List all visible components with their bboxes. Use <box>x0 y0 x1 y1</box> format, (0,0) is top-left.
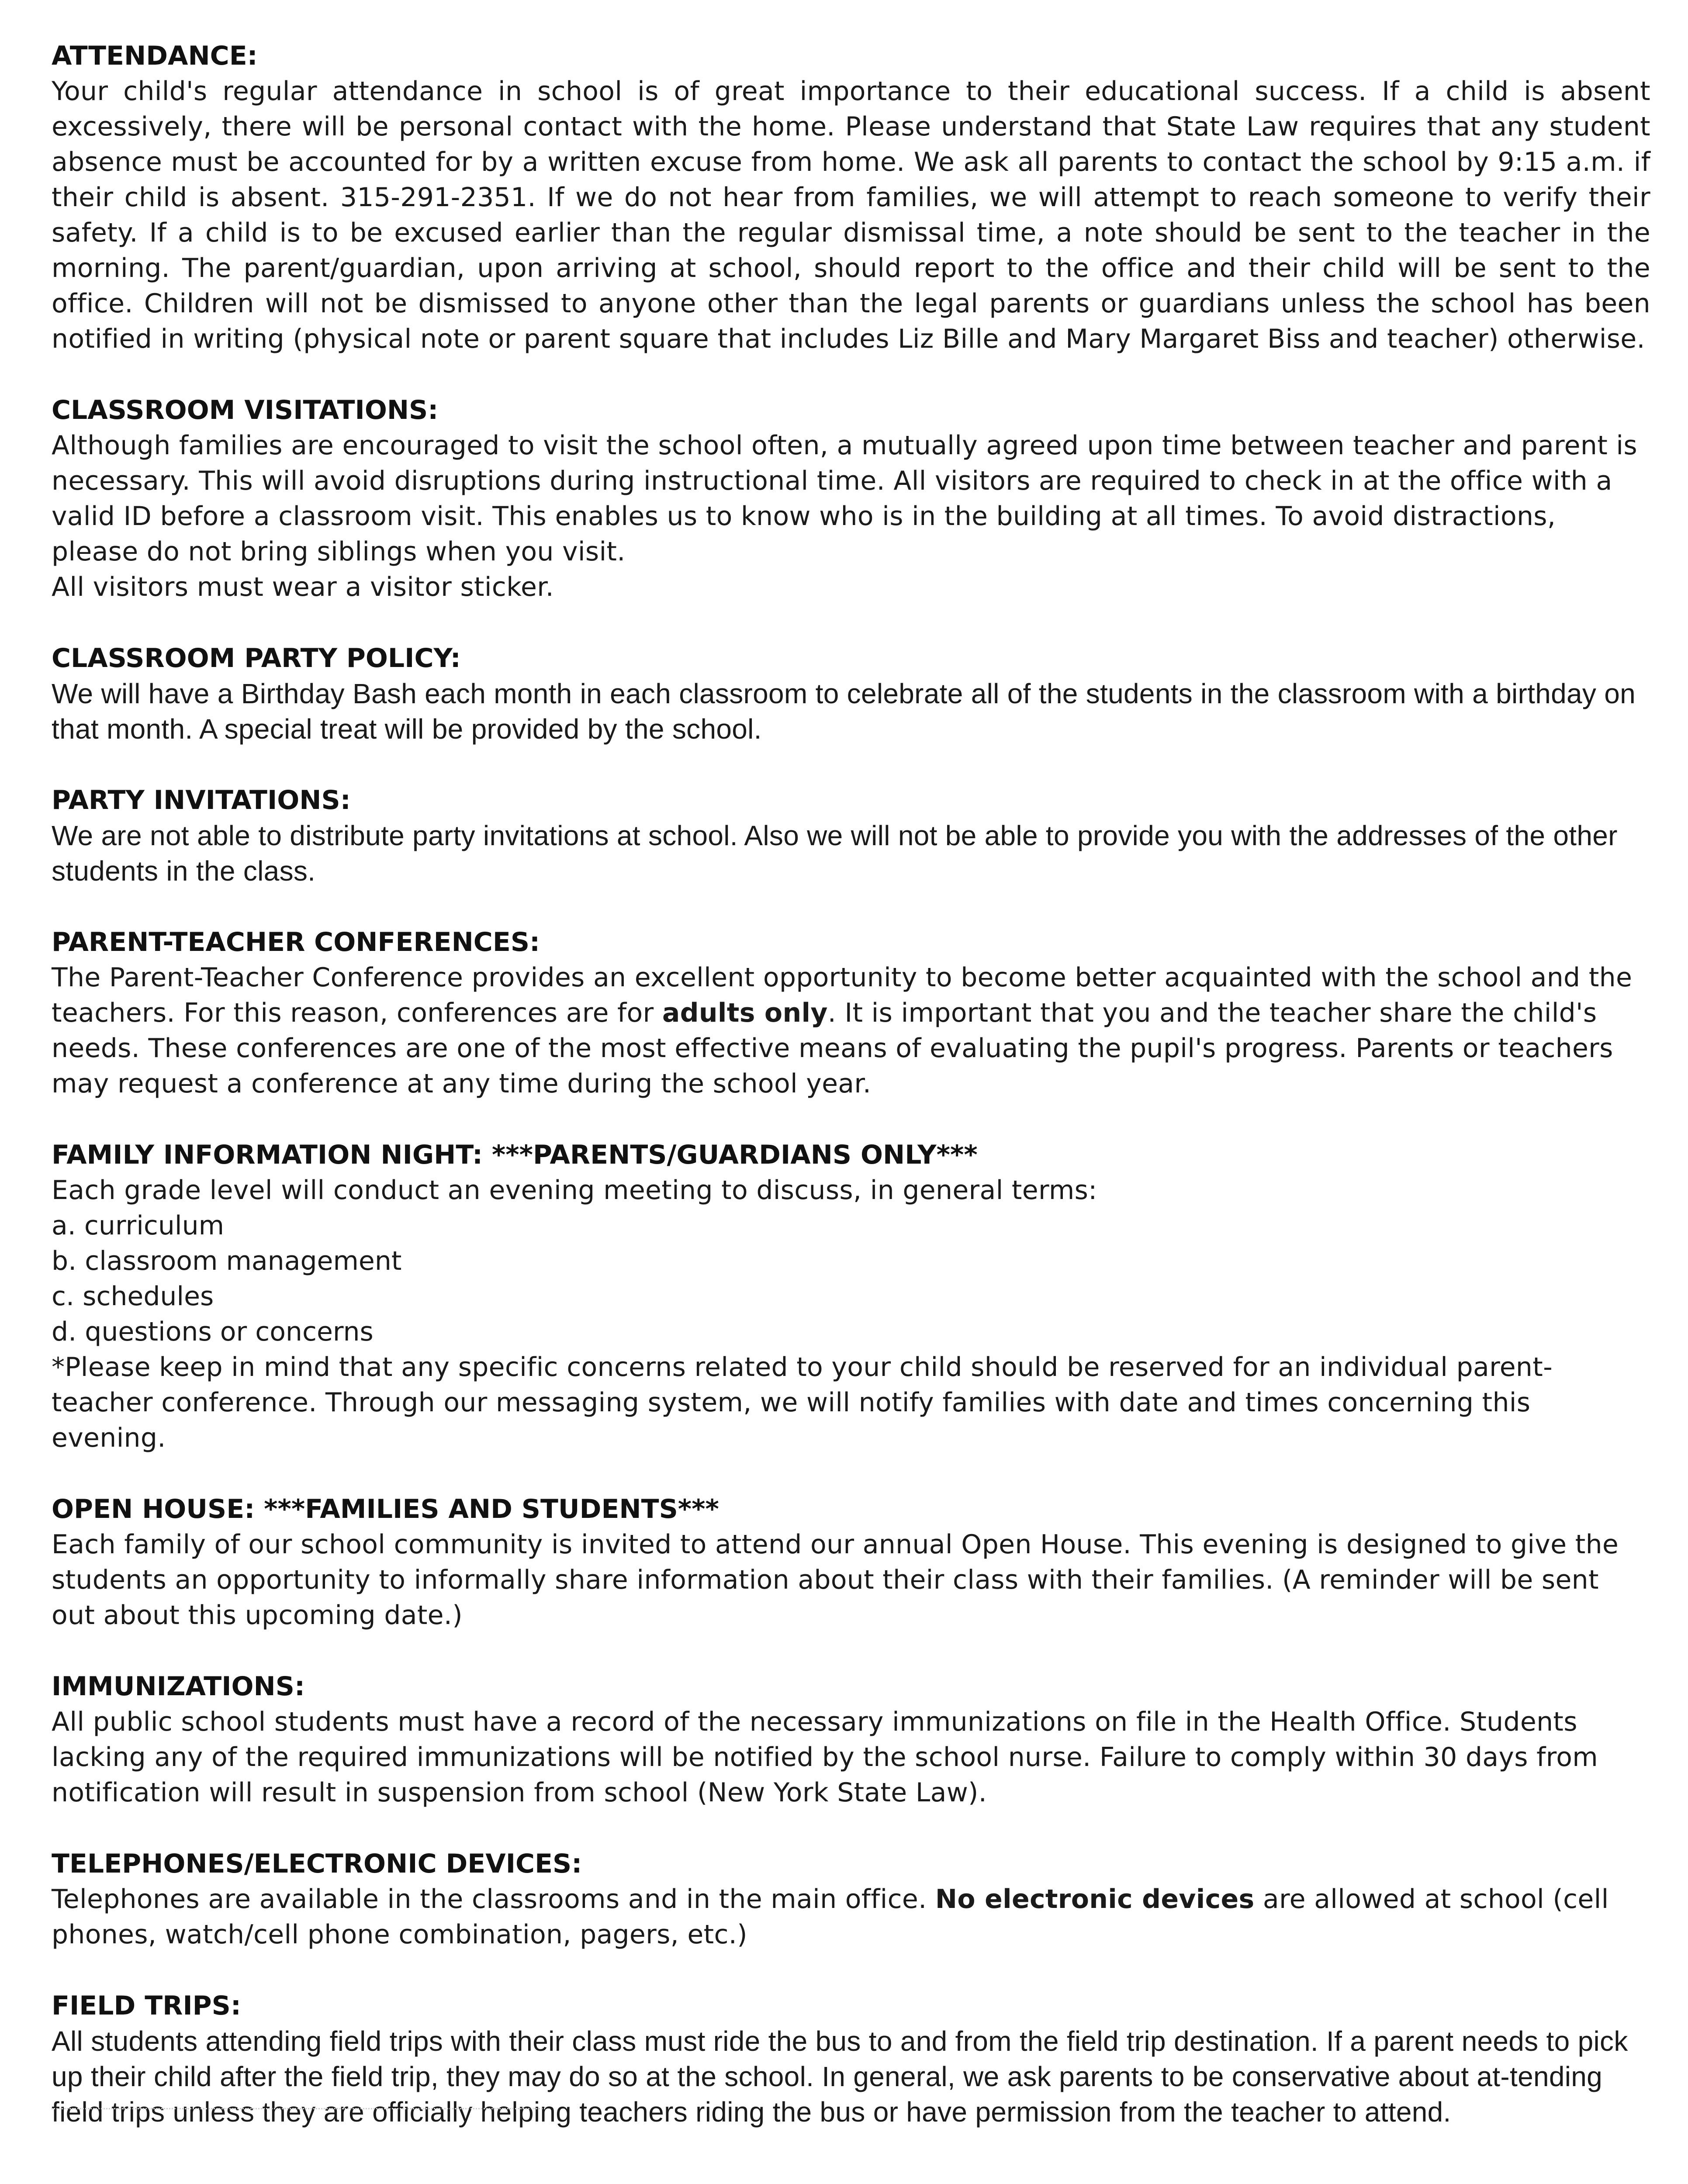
party-invitations-section <box>52 783 1650 889</box>
conferences-body-end: . It is important that you and the teacher share the child's needs. These conferences are one of the most effective means of evaluating the pupil's progress. Parents or teachers may request a conference at any time during the school year. <box>52 998 1613 1099</box>
party-policy-section <box>52 641 1650 747</box>
open-house-section <box>52 1492 1650 1633</box>
no-electronic-devices-emphasis: No electronic devices <box>935 1884 1255 1914</box>
devices-heading: TELEPHONES/ELECTRONIC DEVICES: <box>52 1849 582 1879</box>
field-trips-heading: FIELD TRIPS: <box>52 1990 241 2021</box>
immunizations-body: All public school students must have a record of the necessary immunizations on file in the Health Office. Students lacking any of the required immunizations will be notified by the school nurse. Failure to comply within 30 days from notification will result in suspension from school (New York State Law). <box>52 1707 1598 1808</box>
adults-only-emphasis: adults only <box>662 998 828 1028</box>
party-policy-heading: CLASSROOM PARTY POLICY: <box>52 643 461 674</box>
classroom-visitations-heading: CLASSROOM VISITATIONS: <box>52 395 439 425</box>
conferences-heading: PARENT-TEACHER CONFERENCES: <box>52 927 540 957</box>
conferences-body-start: The Parent-Teacher Conference provides an excellent opportunity to become better acquainted with the school and the teachers. For this reason, conferences are for <box>52 962 1633 1028</box>
attendance-heading: ATTENDANCE: <box>52 41 258 71</box>
immunizations-heading: IMMUNIZATIONS: <box>52 1671 305 1702</box>
family-night-note: *Please keep in mind that any specific concerns related to your child should be reserved for an individual parent-teacher conference. Through our messaging system, we will notify families with date and times concerning this evening. <box>52 1352 1553 1453</box>
classroom-visitations-body: Although families are encouraged to visit the school often, a mutually agreed upon time between teacher and parent is necessary. This will avoid disruptions during instructional time. All visitors are required to check in at the office with a valid ID before a classroom visit. This enables us to know who is in the building at all times. To avoid distractions, please do not bring siblings when you visit. <box>52 430 1637 567</box>
attendance-body: Your child's regular attendance in school is of great importance to their educational success. If a child is absent excessively, there will be personal contact with the home. Please understand that State Law requires that any student absence must be accounted for by a written excuse from home. We ask all parents to contact the school by 9:15 a.m. if their child is absent. 315-291-2351. If we do not hear from families, we will attempt to reach someone to verify their safety. If a child is to be excused earlier than the regular dismissal time, a note should be sent to the teacher in the morning. The parent/guardian, upon arriving at school, should report to the office and their child will be sent to the office. Children will not be dismissed to anyone other than the legal parents or guardians unless the school has been notified in writing (physical note or parent square that includes Liz Bille and Mary Margaret Biss and teacher) otherwise. <box>52 76 1650 354</box>
open-house-body: Each family of our school community is invited to attend our annual Open House. This evening is designed to give the students an opportunity to informally share information about their class with their families. (A reminder will be sent out about this upcoming date.) <box>52 1529 1619 1631</box>
devices-body-end: are allowed at school (cell phones, watch/cell phone combination, pagers, etc.) <box>52 1884 1609 1950</box>
party-invitations-heading: PARTY INVITATIONS: <box>52 785 351 816</box>
devices-body <box>52 1882 1650 1952</box>
field-trips-body: All students attending field trips with their class must ride the bus to and from the field trip destination. If a parent needs to pick up their child after the field trip, they may do so at the school. In general, we ask parents to be conservative about at-tending field trips unless they are officially helping teachers riding the bus or have permission from the teacher to attend. <box>52 2025 1628 2128</box>
devices-section <box>52 1846 1650 1952</box>
devices-body-start: Telephones are available in the classrooms and in the main office. <box>52 1884 935 1914</box>
family-night-heading: FAMILY INFORMATION NIGHT: ***PARENTS/GUARDIANS ONLY*** <box>52 1140 978 1170</box>
list-item: a. curriculum <box>52 1210 225 1241</box>
policy-document <box>52 38 1650 2166</box>
party-invitations-body: We are not able to distribute party invitations at school. Also we will not be able to provide you with the addresses of the other students in the class. <box>52 820 1618 887</box>
visitor-sticker-note: All visitors must wear a visitor sticker. <box>52 572 554 602</box>
classroom-visitations-section <box>52 393 1650 605</box>
attendance-section <box>52 38 1650 357</box>
family-night-section <box>52 1137 1650 1456</box>
immunizations-section <box>52 1669 1650 1811</box>
footer-divider <box>52 2108 545 2109</box>
party-policy-body: We will have a Birthday Bash each month in each classroom to celebrate all of the students in the classroom with a birthday on that month. A special treat will be provided by the school. <box>52 678 1636 745</box>
conferences-section <box>52 925 1650 1102</box>
family-night-intro: Each grade level will conduct an evening meeting to discuss, in general terms: <box>52 1175 1097 1206</box>
list-item: d. questions or concerns <box>52 1317 374 1347</box>
list-item: b. classroom management <box>52 1246 402 1276</box>
list-item: c. schedules <box>52 1281 214 1312</box>
conferences-body <box>52 960 1650 1102</box>
open-house-heading: OPEN HOUSE: ***FAMILIES AND STUDENTS*** <box>52 1494 719 1524</box>
